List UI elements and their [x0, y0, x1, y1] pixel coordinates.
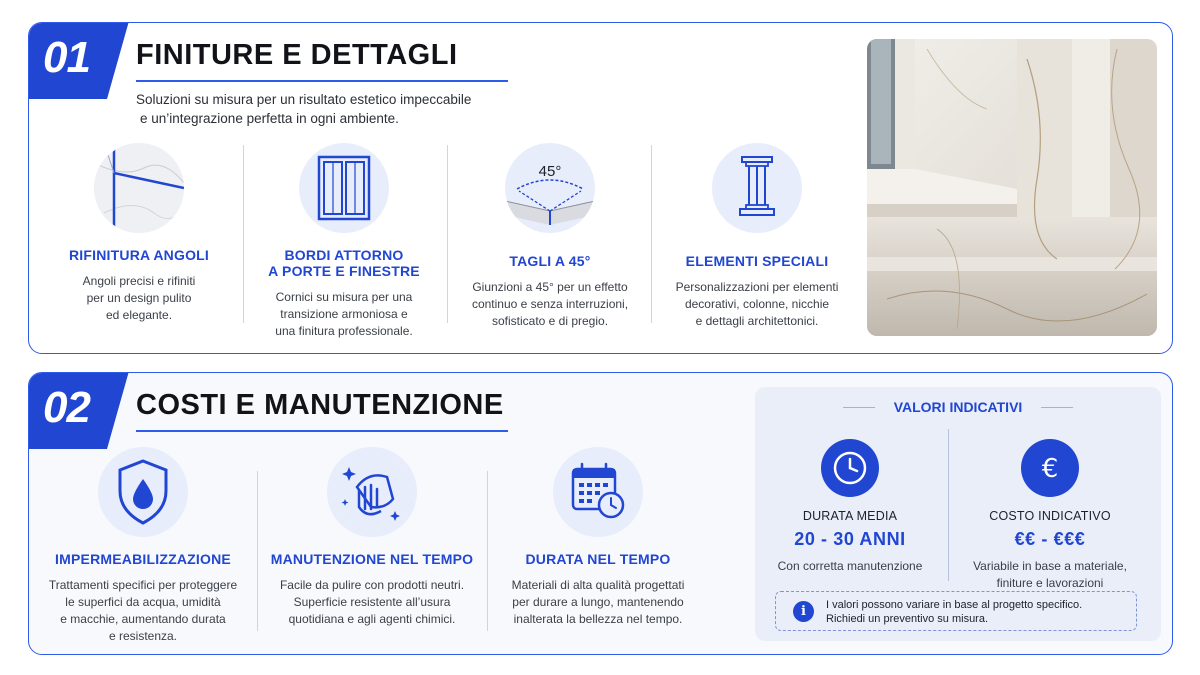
title-rule — [1041, 407, 1073, 408]
feature-title: RIFINITURA ANGOLI — [68, 247, 210, 263]
section-title: FINITURE E DETTAGLI — [136, 39, 458, 71]
durata-note: Con corretta manutenzione — [777, 559, 923, 573]
window-door-frame-icon — [299, 143, 389, 233]
feature-text: Facile da pulire con prodotti neutri. Superficie resistente all’usura quotidiana e agli agenti chimici. — [279, 578, 465, 626]
feature-title: MANUTENZIONE NEL TEMPO — [270, 551, 474, 567]
durata-label: DURATA MEDIA — [802, 509, 898, 523]
shield-water-drop-icon — [98, 447, 188, 537]
section-number: 02 — [43, 383, 90, 432]
column-divider — [948, 429, 949, 581]
feature-bordi-porte-finestre — [258, 143, 430, 340]
info-text: I valori possono variare in base al progetto specifico. Richiedi un preventivo su misura. — [826, 599, 1083, 625]
feature-title: DURATA NEL TEMPO — [525, 551, 671, 567]
panel-title: VALORI INDICATIVI — [893, 399, 1023, 415]
costo-label: COSTO INDICATIVO — [989, 509, 1111, 523]
section-number-badge — [28, 22, 129, 99]
info-icon: i — [793, 601, 814, 622]
calendar-clock-icon — [553, 447, 643, 537]
svg-text:€: € — [1041, 454, 1059, 484]
info-note — [775, 591, 1137, 631]
costo-note: Variabile in base a materiale, finiture e lavorazioni — [973, 559, 1127, 590]
section-subtitle: Soluzioni su misura per un risultato estetico impeccabile e un’integrazione perfetta in ogni ambiente. — [136, 92, 472, 126]
feature-rifinitura-angoli — [54, 143, 224, 324]
clock-icon — [821, 439, 879, 497]
cleaning-hand-cloth-icon — [327, 447, 417, 537]
feature-elementi-speciali — [662, 143, 852, 330]
title-underline — [136, 430, 508, 432]
section-costi-manutenzione — [28, 372, 1173, 655]
durata-value: 20 - 30 ANNI — [794, 529, 906, 549]
feature-text: Cornici su misura per una transizione armoniosa e una finitura professionale. — [275, 290, 413, 338]
angle-label: 45° — [538, 163, 562, 180]
section-number: 01 — [43, 33, 90, 82]
valori-indicativi-panel — [755, 387, 1161, 641]
column-divider — [257, 471, 258, 631]
feature-title: ELEMENTI SPECIALI — [685, 253, 829, 269]
title-underline — [136, 80, 508, 82]
feature-text: Personalizzazioni per elementi decorativi, colonne, nicchie e dettagli architettonici. — [675, 280, 839, 328]
feature-text: Materiali di alta qualità progettati per durare a lungo, mantenendo inalterata la bellezza nel tempo. — [511, 578, 685, 626]
marble-corner-icon — [94, 143, 184, 233]
feature-text: Angoli precisi e rifiniti per un design pulito ed elegante. — [82, 274, 196, 322]
costo-value: €€ - €€€ — [1014, 529, 1086, 549]
miter-cut-45-icon — [505, 143, 595, 233]
section-title: COSTI E MANUTENZIONE — [136, 389, 504, 421]
column-divider — [651, 145, 652, 323]
feature-durata-tempo — [495, 447, 701, 628]
costo-indicativo-block — [955, 439, 1145, 592]
column-divider — [447, 145, 448, 323]
feature-text: Giunzioni a 45° per un effetto continuo e senza interruzioni, sofisticato e di pregio. — [471, 280, 629, 328]
feature-manutenzione-tempo — [265, 447, 479, 628]
durata-media-block — [755, 439, 945, 575]
feature-title: IMPERMEABILIZZAZIONE — [55, 551, 231, 567]
feature-impermeabilizzazione — [37, 447, 249, 645]
feature-title: BORDI ATTORNO A PORTE E FINESTRE — [268, 247, 420, 279]
column-divider — [243, 145, 244, 323]
section-finiture — [28, 22, 1173, 354]
feature-tagli-45 — [458, 143, 642, 330]
column-divider — [487, 471, 488, 631]
feature-title: TAGLI A 45° — [509, 253, 591, 269]
euro-icon — [1021, 439, 1079, 497]
feature-text: Trattamenti specifici per proteggere le superfici da acqua, umidità e macchie, aumentando durata e resistenza. — [48, 578, 238, 643]
section-number-badge — [28, 372, 129, 449]
column-icon — [712, 143, 802, 233]
marble-window-sill-photo — [867, 39, 1157, 336]
